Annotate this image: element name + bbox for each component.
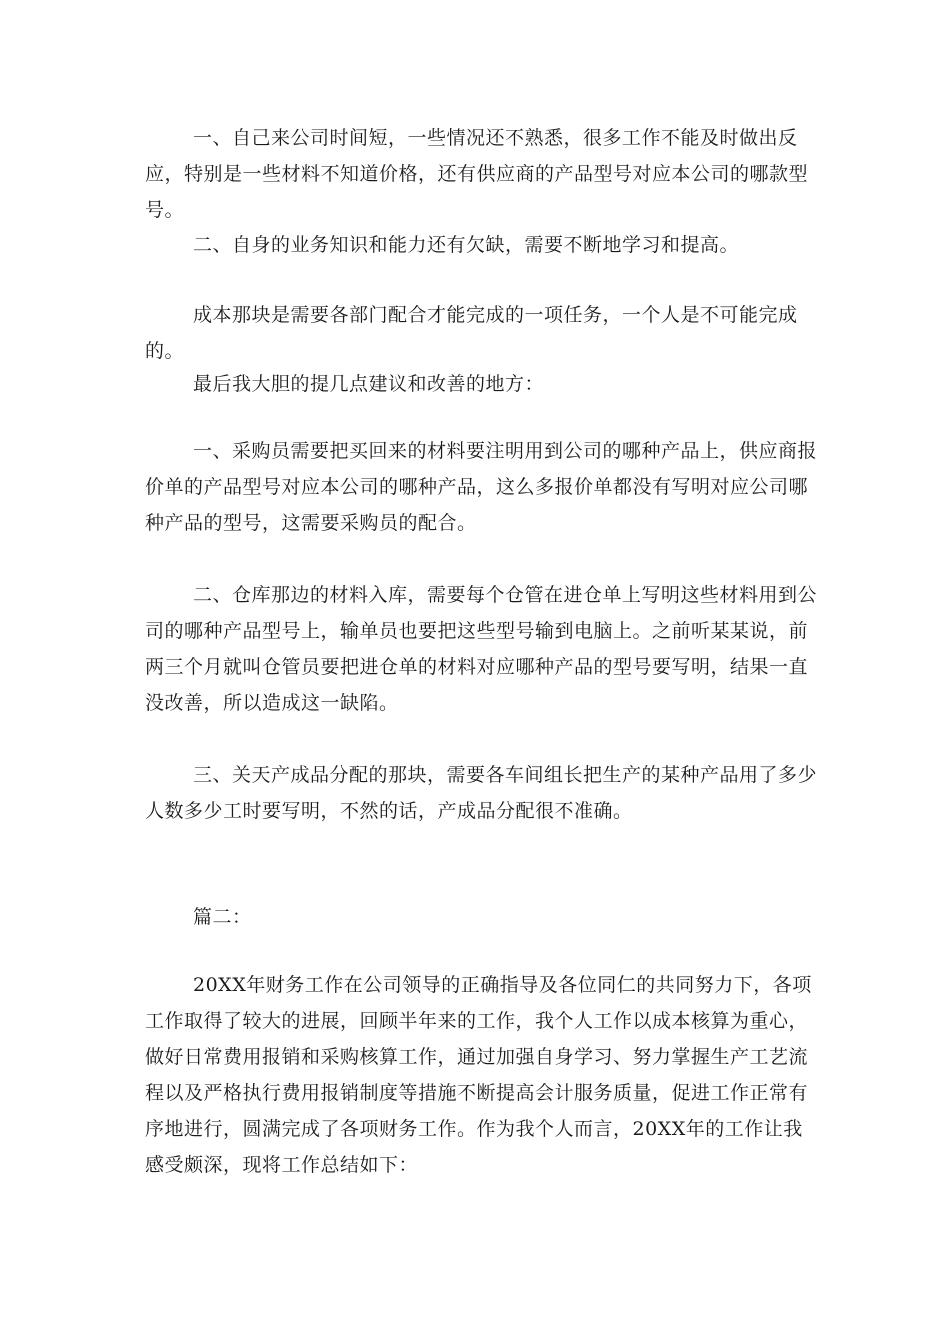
paragraph-shortcoming-1: 一、自己来公司时间短，一些情况还不熟悉，很多工作不能及时做出反应，特别是一些材料不知道价格，还有供应商的产品型号对应本公司的哪款型号。 xyxy=(145,127,809,221)
paragraph-suggestion-3: 三、关天产成品分配的那块，需要各车间组长把生产的某种产品用了多少人数多少工时要写明，不然的话，产成品分配很不准确。 xyxy=(145,764,818,822)
paragraph-suggestions-intro: 最后我大胆的提几点建议和改善的地方： xyxy=(193,373,545,395)
paragraph-part-two-intro: 20XX年财务工作在公司领导的正确指导及各位同仁的共同努力下，各项工作取得了较大的进展，回顾半年来的工作，我个人工作以成本核算为重心，做好日常费用报销和采购核算工作，通过加强自身学习、努力掌握生产工艺流程以及严格执行费用报销制度等措施不断提高会计服务质量，促进工作正常有序地进行，圆满完成了各项财务工作。作为我个人而言，20XX年的工作让我感受颇深，现将工作总结如下： xyxy=(145,974,812,1176)
paragraph-suggestion-1: 一、采购员需要把买回来的材料要注明用到公司的哪种产品上，供应商报价单的产品型号对应本公司的哪种产品，这么多报价单都没有写明对应公司哪种产品的型号，这需要采购员的配合。 xyxy=(145,440,818,534)
paragraph-shortcoming-2: 二、自身的业务知识和能力还有欠缺，需要不断地学习和提高。 xyxy=(193,234,740,256)
section-heading-part-two: 篇二： xyxy=(193,906,252,928)
paragraph-cost-note: 成本那块是需要各部门配合才能完成的一项任务，一个人是不可能完成的。 xyxy=(145,304,798,362)
paragraph-suggestion-2: 二、仓库那边的材料入库，需要每个仓管在进仓单上写明这些材料用到公司的哪种产品型号上，输单员也要把这些型号输到电脑上。之前听某某说，前两三个月就叫仓管员要把进仓单的材料对应哪种产品的型号要写明，结果一直没改善，所以造成这一缺陷。 xyxy=(145,584,818,714)
